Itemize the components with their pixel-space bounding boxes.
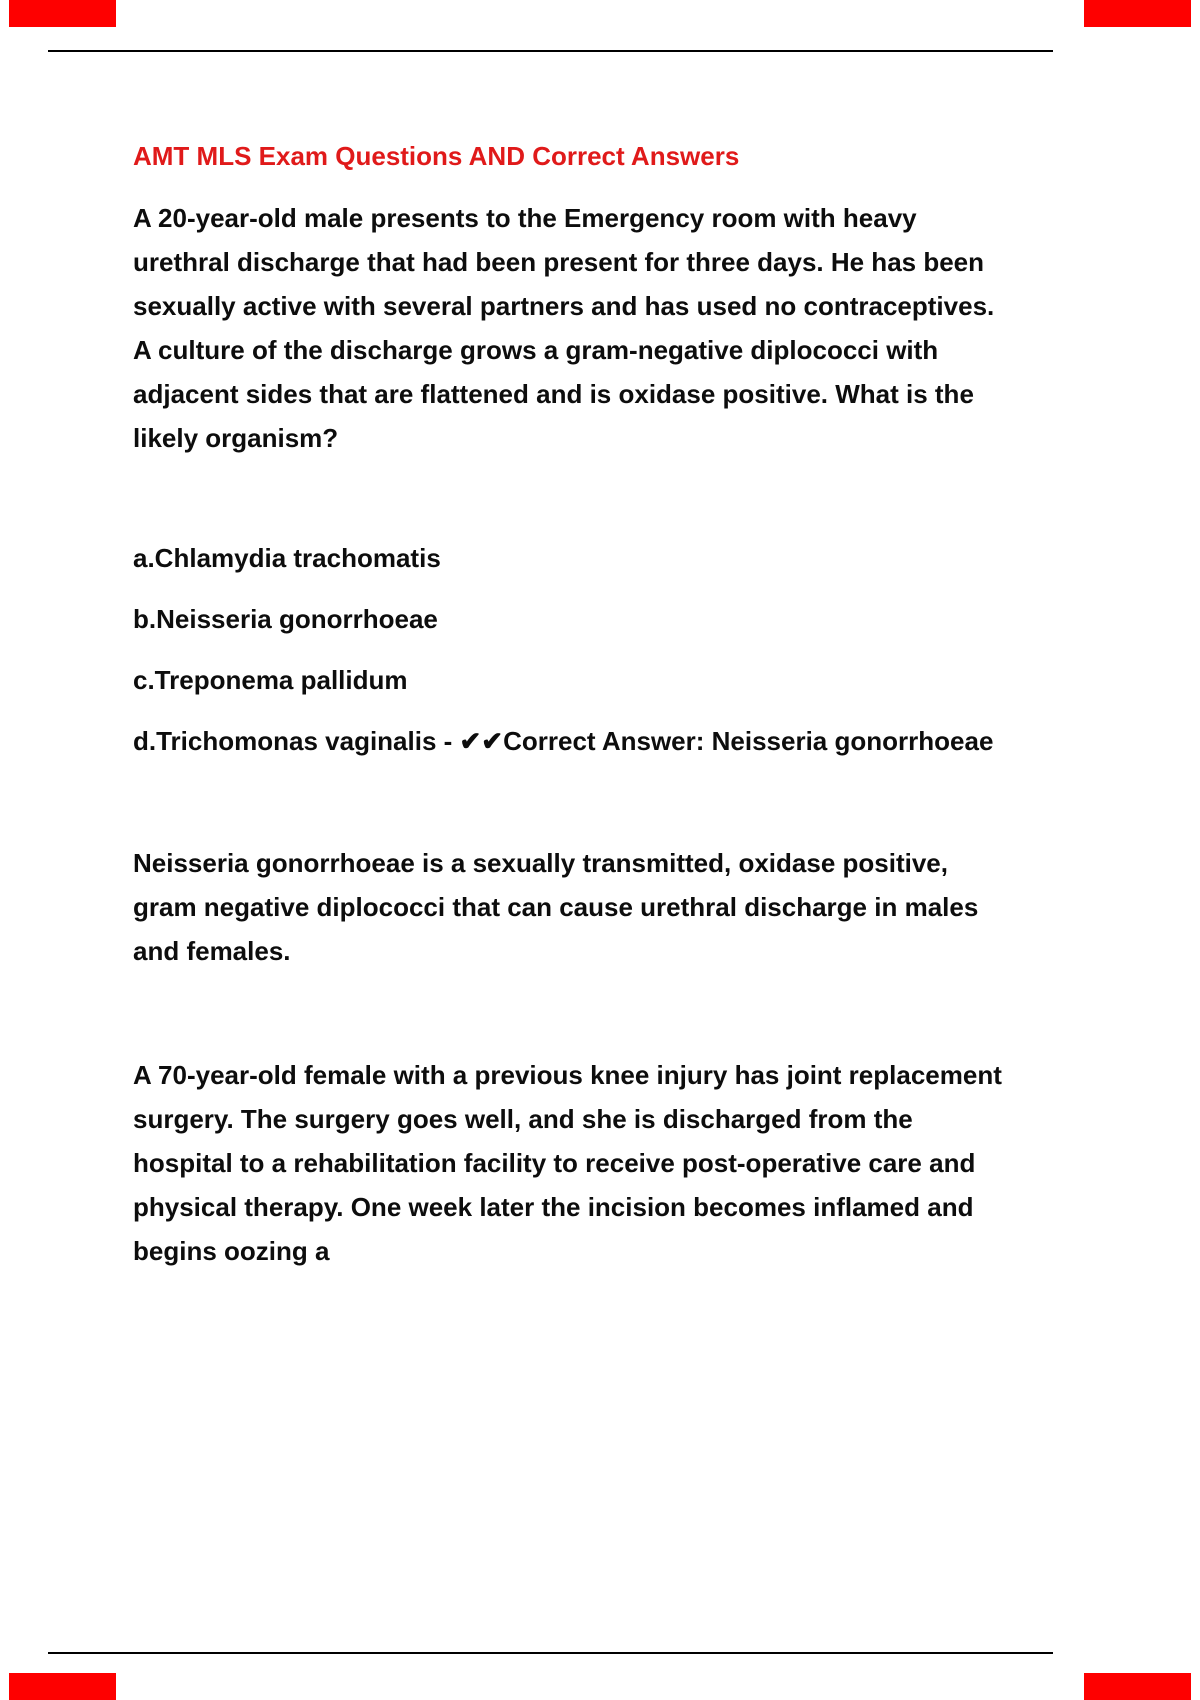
question-1-text: A 20-year-old male presents to the Emergency room with heavy urethral discharge that had been present for three days. He has been sexually active with several partners and has used no contraceptives. A culture of the discharge grows a gram-negative diplococci with adjacent sides that are flattened and is oxidase positive. What is the likely organism? [133,203,995,453]
accent-bar-bottom-left [9,1673,116,1700]
option-b: b.Neisseria gonorrhoeae [133,604,438,634]
option-a: a.Chlamydia trachomatis [133,543,441,573]
accent-bar-bottom-right [1084,1673,1191,1700]
top-rule [48,50,1053,52]
option-c: c.Treponema pallidum [133,665,408,695]
accent-bar-top-right [1084,0,1191,27]
option-d-with-correct-answer: d.Trichomonas vaginalis - ✔✔Correct Answer: Neisseria gonorrhoeae [133,726,994,756]
document-content [133,138,1013,1349]
question-2-text: A 70-year-old female with a previous knee injury has joint replacement surgery. The surgery goes well, and she is discharged from the hospital to a rehabilitation facility to receive post-operative care and physical therapy. One week later the incision becomes inflamed and begins oozing a [133,1060,1002,1266]
bottom-rule [48,1652,1053,1654]
accent-bar-top-left [9,0,116,27]
answer-explanation: Neisseria gonorrhoeae is a sexually transmitted, oxidase positive, gram negative diplococci that can cause urethral discharge in males and females. [133,848,979,966]
document-title: AMT MLS Exam Questions AND Correct Answers [133,141,740,171]
